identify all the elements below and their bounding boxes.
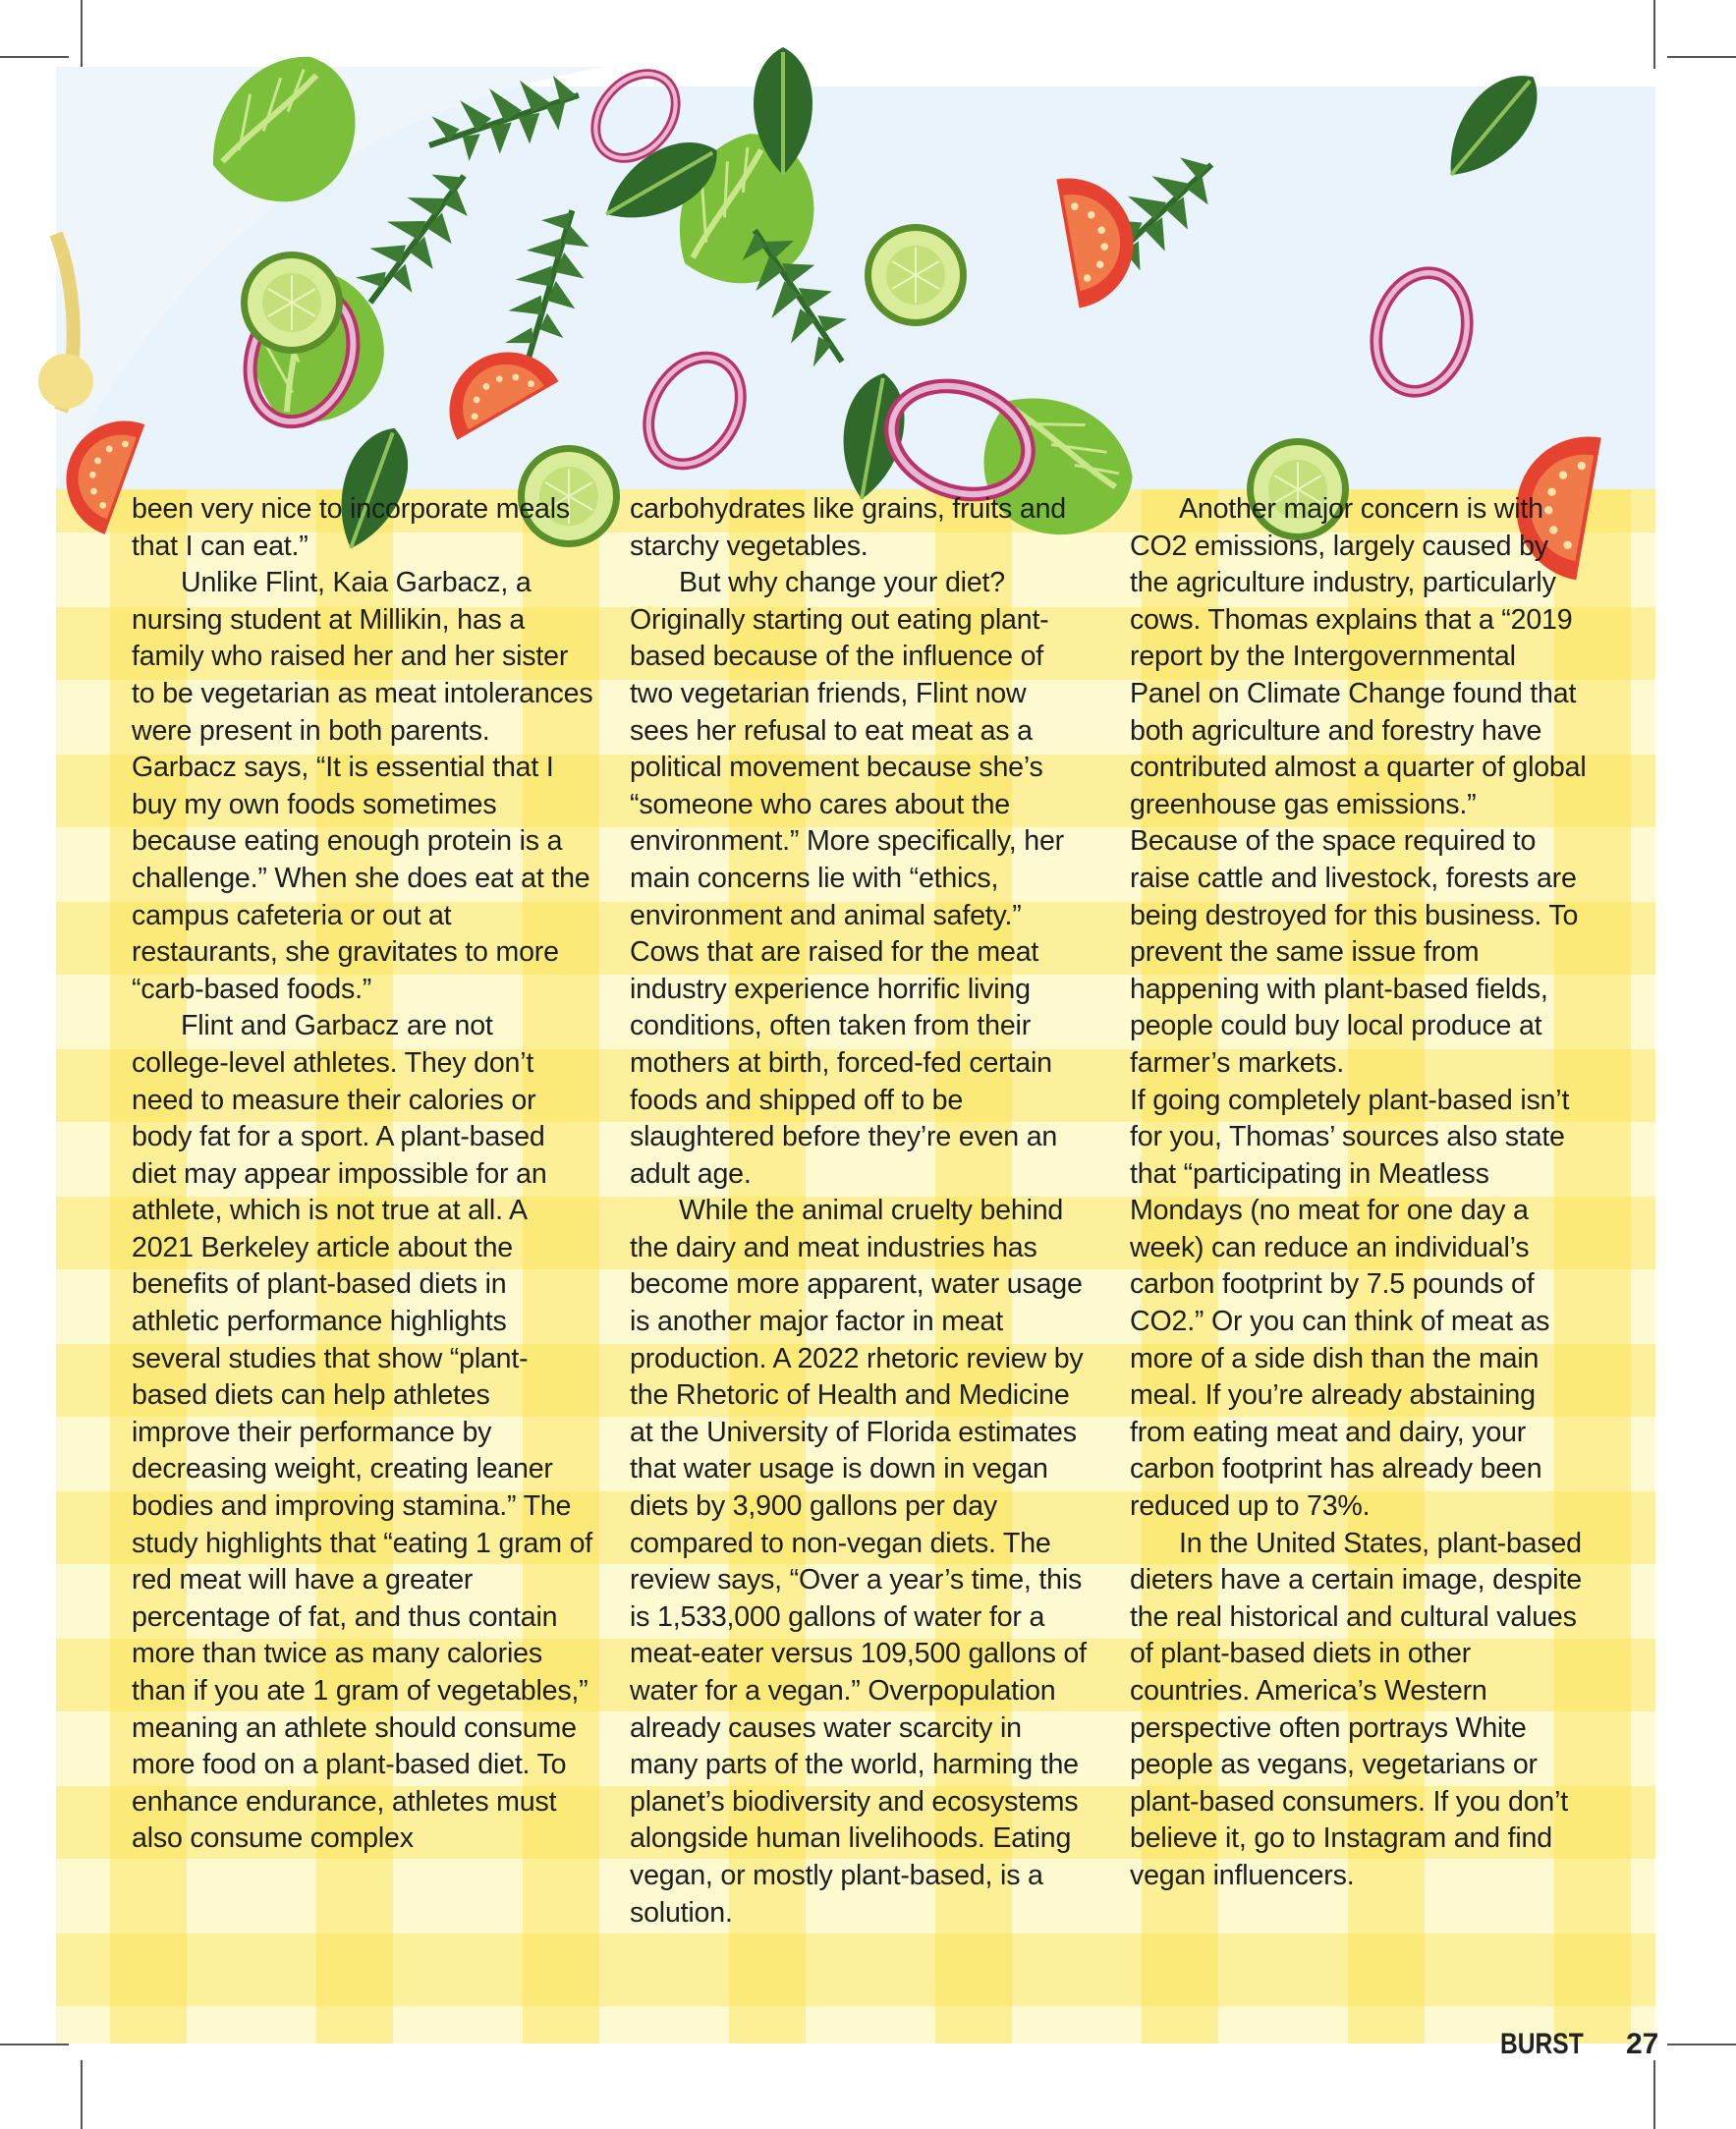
page-footer bbox=[1500, 2028, 1659, 2061]
page-number: 27 bbox=[1626, 2028, 1659, 2060]
paragraph: Flint and Garbacz are not college-level athletes. They don’t need to measure their calories or body fat for a sport. A plant-based diet may appear impossible for an athlete, which is not true at all. A 2021 Berkeley article about the benefits of plant-based diets in athletic performance highlights several studies that show “plant-based diets can help athletes improve their performance by decreasing weight, creating leaner bodies and improving stamina.” The study highlights that “eating 1 gram of red meat will have a greater percentage of fat, and thus contain more than twice as many calories than if you ate 1 gram of vegetables,” meaning an athlete should consume more food on a plant-based diet. To enhance endurance, athletes must also consume complex bbox=[132, 1010, 593, 1855]
paragraph: been very nice to incorporate meals that I can eat.” bbox=[132, 493, 570, 562]
paragraph: If going completely plant-based isn’t for you, Thomas’ sources also state that “participating in Meatless Mondays (no meat for one day a week) can reduce an individual’s carbon footprint by 7.5 pounds of CO2.” Or you can think of meat as more of a side dish than the main meal. If you’re already abstaining from eating meat and dairy, your carbon footprint has already been reduced up to 73%. bbox=[1130, 1084, 1570, 1523]
crop-mark bbox=[0, 56, 69, 58]
paragraph: But why change your diet? Originally starting out eating plant-based because of the influence of two vegetarian friends, Flint now sees her refusal to eat meat as a political movement because she’s “someone who cares about the environment.” More specifically, her main concerns lie with “ethics, environment and animal safety.” Cows that are raised for the meat industry experience horrific living conditions, often taken from their mothers at birth, forced-fed certain foods and shipped off to be slaughtered before they’re even an adult age. bbox=[630, 567, 1064, 1190]
article-column-3 bbox=[1130, 491, 1592, 1895]
magazine-name: BURST bbox=[1500, 2028, 1584, 2060]
crop-mark bbox=[1667, 2044, 1736, 2045]
crop-mark bbox=[1653, 2060, 1655, 2129]
crop-mark bbox=[1653, 0, 1655, 69]
crop-mark bbox=[0, 2044, 69, 2045]
paragraph: While the animal cruelty behind the dairy and meat industries has become more apparent, water usage is another major factor in meat production. A 2022 rhetoric review by the Rhetoric of Health and Medicine at the University of Florida estimates that water usage is down in vegan diets by 3,900 gallons per day compared to non-vegan diets. The review says, “Over a year’s time, this is 1,533,000 gallons of water for a meat-eater versus 109,500 gallons of water for a vegan.” Overpopulation already causes water scarcity in many parts of the world, harming the planet’s biodiversity and ecosystems alongside human livelihoods. Eating vegan, or mostly plant-based, is a solution. bbox=[630, 1195, 1087, 1929]
paragraph: Unlike Flint, Kaia Garbacz, a nursing student at Millikin, has a family who raised her and her sister to be vegetarian as meat intolerances were present in both parents. Garbacz says, “It is essential that I buy my own foods sometimes because eating enough protein is a challenge.” When she does eat at the campus cafeteria or out at restaurants, she gravitates to more “carb-based foods.” bbox=[132, 567, 593, 1005]
crop-mark bbox=[81, 0, 83, 69]
crop-mark bbox=[81, 2060, 83, 2129]
crop-mark bbox=[1667, 56, 1736, 58]
paragraph: carbohydrates like grains, fruits and starchy vegetables. bbox=[630, 493, 1066, 562]
paragraph: In the United States, plant-based dieters have a certain image, despite the real historical and cultural values of plant-based diets in other countries. America’s Western perspective often portrays White people as vegans, vegetarians or plant-based consumers. If you don’t believe it, go to Instagram and find vegan influencers. bbox=[1130, 1527, 1582, 1891]
article-column-2 bbox=[630, 491, 1092, 1932]
article-column-1 bbox=[132, 491, 593, 1858]
paragraph: Another major concern is with CO2 emissions, largely caused by the agriculture industry, particularly cows. Thomas explains that a “2019 report by the Intergovernmental Panel on Climate Change found that both agriculture and forestry have contributed almost a quarter of global greenhouse gas emissions.” Because of the space required to raise cattle and livestock, forests are being destroyed for this business. To prevent the same issue from happening with plant-based fields, people could buy local produce at farmer’s markets. bbox=[1130, 493, 1587, 1079]
